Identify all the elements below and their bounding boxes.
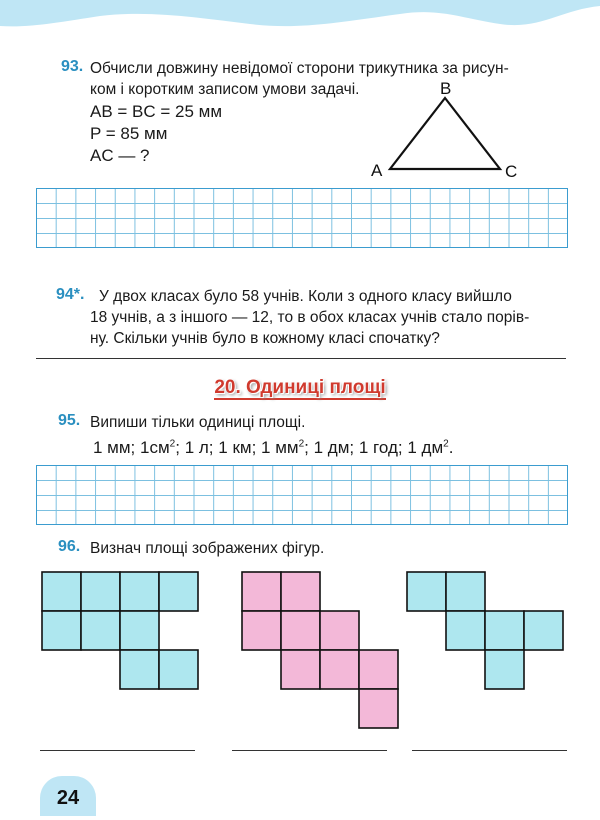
figure-1 xyxy=(42,572,198,689)
task93-given2: P = 85 мм xyxy=(90,124,168,143)
task93-given3: AC — ? xyxy=(90,146,150,165)
task96-number: 96. xyxy=(58,538,81,555)
vertex-b-label: B xyxy=(440,79,452,98)
task93-line2: ком і коротким записом умови задачі. xyxy=(90,81,360,98)
answer-grid-93[interactable] xyxy=(36,188,568,248)
unit-4: 1 км; xyxy=(218,438,257,457)
vertex-c-label: C xyxy=(505,162,518,181)
task94-line2: 18 учнів, а з іншого — 12, то в обох класах учнів стало порів- xyxy=(90,309,530,326)
task95-units-list xyxy=(93,436,453,459)
unit-7: 1 год; xyxy=(358,438,403,457)
triangle-figure xyxy=(365,76,535,186)
answer-line-figure-2[interactable] xyxy=(232,750,387,751)
figure-3 xyxy=(407,572,563,689)
task93-number: 93. xyxy=(61,58,84,75)
task94-number: 94*. xyxy=(56,286,85,303)
unit-1: 1 мм; xyxy=(93,438,136,457)
task96-instruction: Визнач площі зображених фігур. xyxy=(90,540,325,557)
vertex-a-label: A xyxy=(371,161,383,180)
task94-line1: У двох класах було 58 учнів. Коли з одного класу вийшло xyxy=(99,288,512,305)
unit-3: 1 л; xyxy=(184,438,214,457)
figure-2 xyxy=(242,572,398,728)
header-wave xyxy=(0,0,600,30)
section-title xyxy=(0,377,600,399)
triangle-shape xyxy=(390,98,500,169)
section-title-text: 20. Одиниці площі xyxy=(214,377,386,398)
answer-line-94[interactable] xyxy=(36,358,566,359)
unit-6: 1 дм; xyxy=(313,438,355,457)
answer-line-figure-3[interactable] xyxy=(412,750,567,751)
task93-given1: AB = BC = 25 мм xyxy=(90,102,223,121)
answer-line-figure-1[interactable] xyxy=(40,750,195,751)
unit-5: 1 $мм^2$; xyxy=(261,438,309,457)
header-bar xyxy=(0,0,600,30)
task93-line1: Обчисли довжину невідомої сторони трикутника за рисун- xyxy=(90,60,509,77)
task95-instruction: Випиши тільки одиниці площі. xyxy=(90,414,306,431)
task95-number: 95. xyxy=(58,412,81,429)
task94-line3: ну. Скільки учнів було в кожному класі спочатку? xyxy=(90,330,440,347)
page-number: 24 xyxy=(40,776,96,816)
figures-area xyxy=(0,560,600,740)
answer-grid-95[interactable] xyxy=(36,465,568,525)
unit-8: 1 $дм^2$. xyxy=(407,438,454,457)
unit-2: $1см^2$; xyxy=(140,438,180,457)
